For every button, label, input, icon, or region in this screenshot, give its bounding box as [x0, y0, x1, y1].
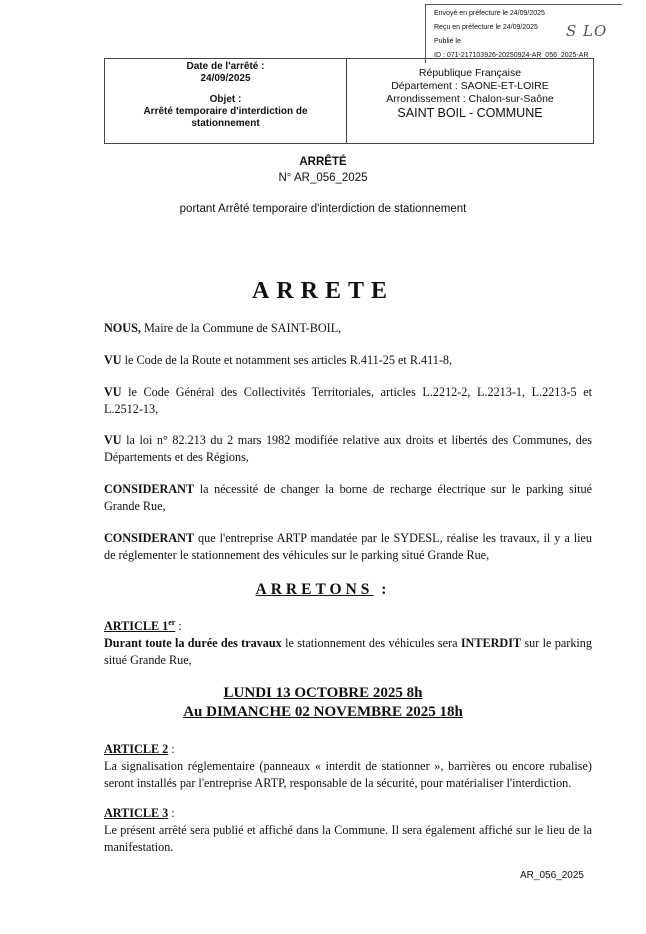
- date-value: 24/09/2025: [200, 73, 251, 84]
- arretons-heading: [0, 581, 646, 599]
- stamp-received-date: Reçu en préfecture le 24/09/2025: [434, 24, 538, 31]
- cons2-text: que l'entreprise ARTP mandatée par le SYDESL, réalise les travaux, il y a lieu de réglementer le stationnement des véhicules sur le parking situé Grande Rue,: [104, 531, 592, 562]
- vu-paragraph-2: [104, 384, 592, 418]
- date-end: Au DIMANCHE 02 NOVEMBRE 2025 18h: [183, 704, 463, 720]
- cons1-text: la nécessité de changer la borne de recharge électrique sur le parking situé Grande Rue,: [104, 482, 592, 513]
- object-label: Objet :: [209, 94, 242, 105]
- stamp-sent-date: Envoyé en préfecture le 24/09/2025: [434, 10, 545, 17]
- vu3-text: la loi n° 82.213 du 2 mars 1982 modifiée relative aux droits et libertés des Communes, des Départements et des Régions,: [104, 433, 592, 464]
- arrete-big-title: ARRETE: [251, 278, 395, 304]
- cons1-bold: CONSIDERANT: [104, 482, 195, 496]
- article-1-sup: er: [168, 618, 176, 627]
- considerant-paragraph-2: [104, 530, 592, 564]
- commune: SAINT BOIL - COMMUNE: [397, 106, 543, 120]
- stamp-published: Publié le: [434, 38, 461, 45]
- date-label: Date de l'arrêté :: [186, 61, 265, 72]
- article-2-title: ARTICLE 2: [104, 742, 169, 756]
- article-1-title: [104, 619, 175, 633]
- vu-paragraph-3: [104, 432, 592, 466]
- arrondissement: Arrondissement : Chalon-sur-Saône: [386, 93, 554, 105]
- footer-reference: AR_056_2025: [520, 870, 584, 881]
- stamp-signature: S LO: [566, 22, 608, 40]
- article-1-text2: sur le parking situé Grande Rue,: [104, 636, 592, 668]
- article-1-bold2: INTERDIT: [460, 636, 522, 651]
- arrete-subject: portant Arrêté temporaire d'interdiction de stationnement: [179, 203, 467, 215]
- article-1-title-text: ARTICLE 1: [104, 619, 169, 634]
- vu2-text: le Code Général des Collectivités Territoriales, articles L.2212-2, L.2213-1, L.2213-5 et L.2512-13,: [104, 385, 592, 416]
- arretons-colon: :: [373, 581, 391, 598]
- vu2-bold: VU: [104, 385, 122, 399]
- object-line1: Arrêté temporaire d'interdiction de: [143, 106, 308, 117]
- dates-block: [0, 684, 646, 722]
- header-right: [347, 59, 593, 120]
- arrete-number: N° AR_056_2025: [278, 172, 368, 184]
- arretons-word: ARRETONS: [255, 581, 374, 598]
- article-1: [104, 614, 592, 669]
- article-3-colon: :: [168, 806, 175, 820]
- stamp-id: ID : 071-217103926-20250924-AR_056_2025-AR: [434, 52, 589, 59]
- article-1-bold1: Durant toute la durée des travaux: [104, 636, 282, 651]
- article-3-text: Le présent arrêté sera publié et affiché dans la Commune. Il sera également affiché sur le lieu de la manifestation.: [104, 823, 592, 854]
- article-3-title: ARTICLE 3: [104, 806, 169, 820]
- nous-paragraph: [104, 320, 592, 337]
- department: Département : SAONE-ET-LOIRE: [391, 80, 549, 92]
- republic: République Française: [418, 67, 522, 79]
- vu3-bold: VU: [104, 433, 122, 447]
- considerant-paragraph-1: [104, 481, 592, 515]
- vu1-bold: VU: [104, 353, 122, 367]
- header-box: [104, 58, 594, 144]
- vu1-text: le Code de la Route et notamment ses articles R.411-25 et R.411-8,: [121, 353, 453, 367]
- article-3: [104, 805, 592, 856]
- nous-bold: NOUS,: [104, 321, 141, 335]
- arrete-heading: ARRÊTÉ: [299, 156, 347, 168]
- article-2: [104, 741, 592, 792]
- article-2-colon: :: [168, 742, 175, 756]
- nous-text: Maire de la Commune de SAINT-BOIL,: [140, 321, 342, 335]
- object-line2: stationnement: [191, 118, 260, 129]
- article-1-colon: :: [175, 619, 182, 634]
- header-left: [105, 59, 346, 130]
- cons2-bold: CONSIDERANT: [104, 531, 195, 545]
- date-start: LUNDI 13 OCTOBRE 2025 8h: [223, 685, 423, 701]
- article-1-text1: le stationnement des véhicules sera: [281, 636, 461, 651]
- vu-paragraph-1: [104, 352, 592, 369]
- article-2-text: La signalisation réglementaire (panneaux « interdit de stationner », barrières ou encore rubalise) seront installés par l'entreprise ARTP, responsable de la sécurité, pour matérialiser l'interdiction.: [104, 759, 592, 790]
